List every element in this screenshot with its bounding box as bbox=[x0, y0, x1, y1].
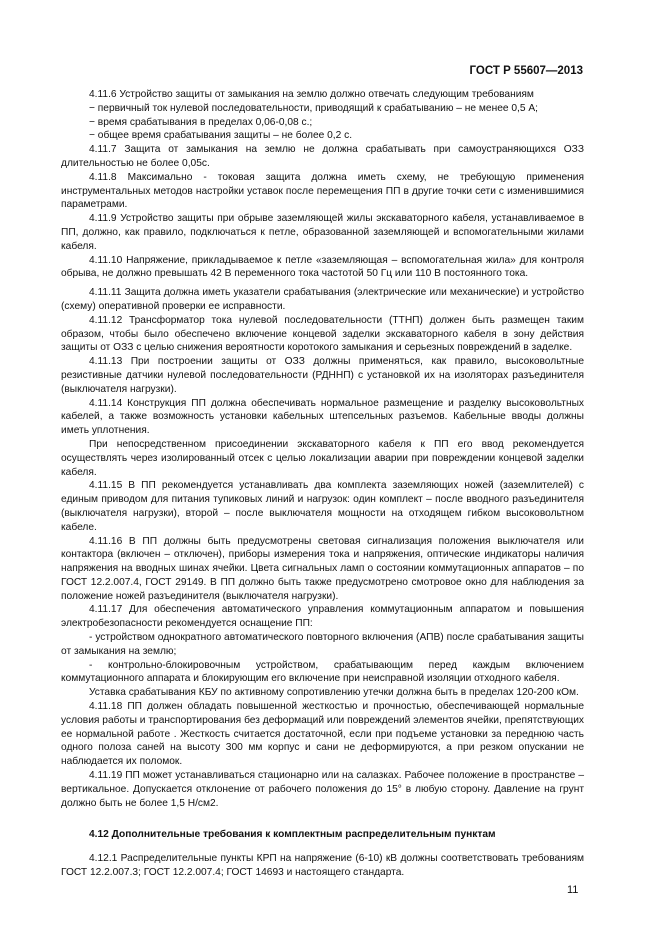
paragraph: 4.11.14 Конструкция ПП должна обеспечивать нормальное размещение и разделку высоковольтных кабелей, а также возможность установки кабельных штепсельных разъемов. Кабельные вводы должны иметь уплотнения. bbox=[61, 397, 584, 437]
paragraph: При непосредственном присоединении экскаваторного кабеля к ПП его ввод рекомендуется осуществлять через изолированный отсек с целью локализации аварии при повреждении концевой заделки кабеля. bbox=[61, 438, 584, 478]
paragraph: 4.11.6 Устройство защиты от замыкания на землю должно отвечать следующим требованиям bbox=[89, 89, 534, 100]
document-code-header: ГОСТ Р 55607—2013 bbox=[469, 65, 583, 77]
paragraph: 4.11.18 ПП должен обладать повышенной жесткостью и прочностью, обеспечивающей нормальные условия работы и транспортирования без деформаций или повреждений элементов ячейки, препятствующих ее нормальной работе . Жесткость считается достаточной, если при подъеме установки за переднюю часть одного полоза саней на высоту 300 мм корпус и сани не деформируются, а при резком опускании не наблюдается их поломок. bbox=[61, 701, 584, 768]
paragraph: 4.11.17 Для обеспечения автоматического управления коммутационным аппаратом и повышения электробезопасности рекомендуется оснащение ПП: bbox=[61, 604, 584, 630]
paragraph: 4.11.12 Трансформатор тока нулевой последовательности (ТТНП) должен быть размещен таким образом, чтобы было обеспечено включение концевой заделки экскаваторного кабеля в зону действия защиты от ОЗЗ с целью снижения вероятности коротокого замыкания и серьезных повреждений в заделке. bbox=[61, 314, 584, 354]
paragraph: 4.11.7 Защита от замыкания на землю не должна срабатывать при самоустраняющихся ОЗЗ длительностью не более 0,05с. bbox=[61, 144, 584, 169]
paragraph: 4.12.1 Распределительные пункты КРП на напряжение (6-10) кВ должны соответствовать требованиям ГОСТ 12.2.007.3; ГОСТ 12.2.007.4; ГОСТ 14693 и настоящего стандарта. bbox=[61, 853, 584, 879]
paragraph: 4.11.11 Защита должна иметь указатели срабатывания (электрические или механические) и устройство (схему) оперативной проверки ее исправности. bbox=[61, 287, 584, 312]
document-body bbox=[61, 88, 584, 880]
paragraph: − первичный ток нулевой последовательности, приводящий к срабатыванию – не менее 0,5 А; bbox=[89, 102, 539, 114]
paragraph: 4.11.15 В ПП рекомендуется устанавливать два комплекта заземляющих ножей (заземлителей) с единым приводом для питания тупиковых линий и нагрузок: один комплект – после вводного разъединителя (выключателя нагрузки), второй – после выключателя мощности на отходящем гибком высоковольтном кабеле. bbox=[61, 480, 584, 533]
paragraph: 4.11.10 Напряжение, прикладываемое к петле «заземляющая – вспомогательная жила» для контроля обрыва, не должно превышать 42 В переменного тока частотой 50 Гц или 110 В постоянного тока. bbox=[61, 254, 584, 280]
paragraph: 4.11.13 При построении защиты от ОЗЗ должны применяться, как правило, высоковольтные резистивные датчики нулевой последовательности (РДННП) с установкой их на изоляторах разъединителя (выключателя нагрузки). bbox=[61, 356, 584, 395]
paragraph: 4.11.16 В ПП должны быть предусмотрены световая сигнализация положения выключателя или контактора (включен – отключен), приборы измерения тока и напряжения, оптические индикаторы наличия напряжения на вводных шинах ячейки. Цвета сигнальных ламп о состоянии коммутационных аппаратов – по ГОСТ 12.2.007.4, ГОСТ 29149. В ПП должно быть также предусмотрено смотровое окно для наблюдения за положение ножей разъединителя (выключателя нагрузки). bbox=[61, 535, 584, 602]
paragraph: 4.11.8 Максимально - токовая защита должна иметь схему, не требующую применения инструментальных методов настройки уставок после перемещения ПП в другие точки сети с изменившимися параметрами. bbox=[61, 171, 584, 211]
paragraph: 4.11.9 Устройство защиты при обрыве заземляющей жилы экскаваторного кабеля, устанавливаемое в ПП, должно, как правило, подключаться к петле, образованной заземляющей и вспомогательными жилами кабеля. bbox=[61, 213, 584, 252]
paragraph: - устройством однократного автоматического повторного включения (АПВ) после срабатывания защиты от замыкания на землю; bbox=[61, 632, 584, 657]
paragraph: - контрольно-блокировочным устройством, срабатывающим перед каждым включением коммутационного аппарата и блокирующим его включение при неисправной изоляции отходного кабеля. bbox=[61, 659, 584, 685]
paragraph: Уставка срабатывания КБУ по активному сопротивлению утечки должна быть в пределах 120-200 кОм. bbox=[89, 687, 579, 699]
page-number: 11 bbox=[567, 884, 579, 896]
section-heading: 4.12 Дополнительные требования к комплектным распределительным пунктам bbox=[89, 829, 496, 841]
paragraph: − общее время срабатывания защиты – не более 0,2 с. bbox=[89, 130, 353, 142]
paragraph: 4.11.19 ПП может устанавливаться стационарно или на салазках. Рабочее положение в пространстве – вертикальное. Допускается отклонение от рабочего положения до 15° в любую сторону. Давление на грунт должно быть не более 1,5 Н/см2. bbox=[61, 770, 584, 809]
paragraph: − время срабатывания в пределах 0,06-0,08 с.; bbox=[89, 116, 313, 128]
